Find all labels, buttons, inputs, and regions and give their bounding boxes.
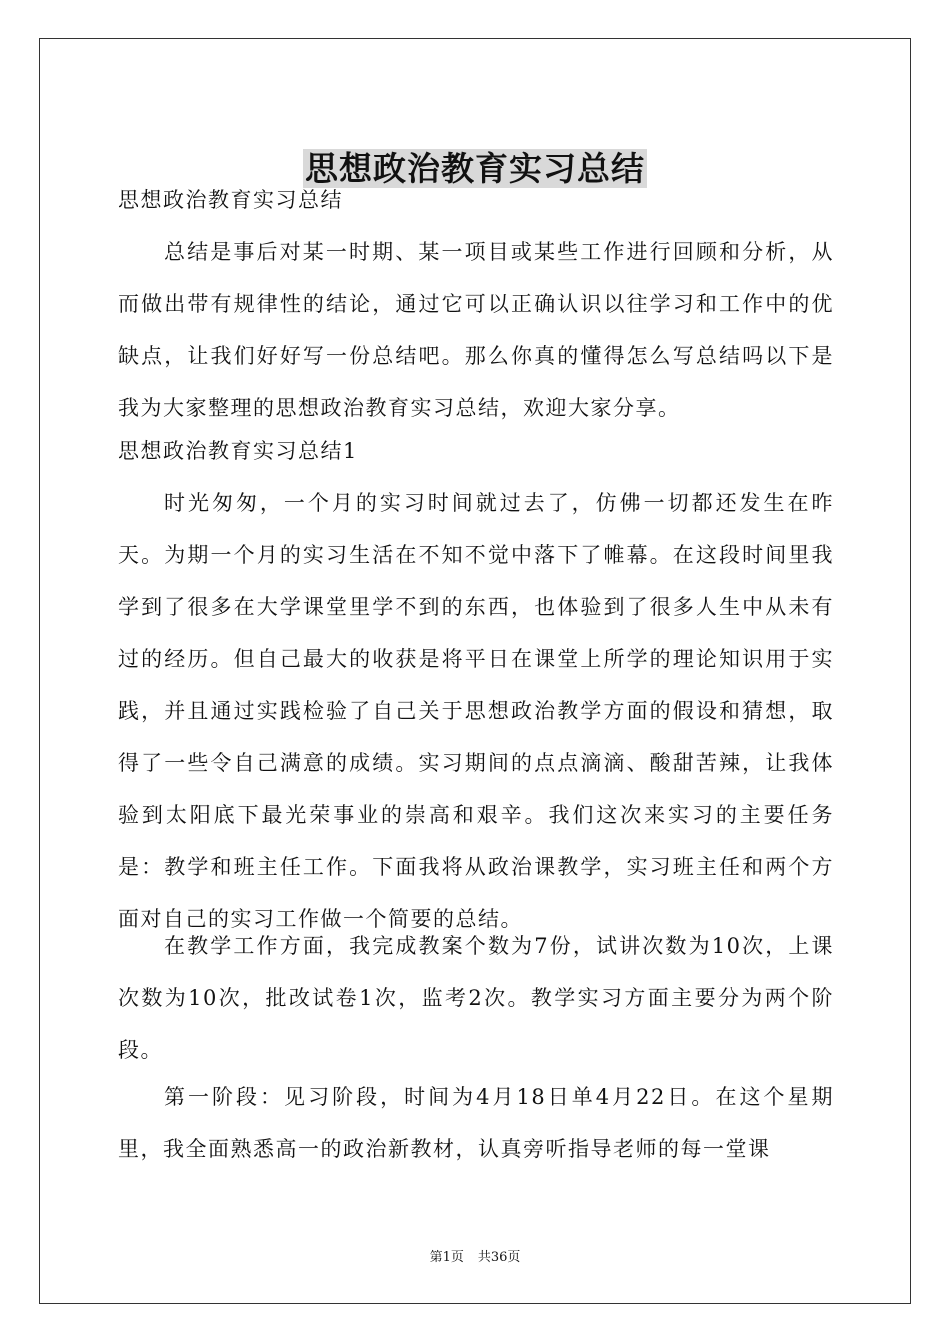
body-paragraph-1: 时光匆匆，一个月的实习时间就过去了，仿佛一切都还发生在昨天。为期一个月的实习生活在不知不觉中落下了帷幕。在这段时间里我学到了很多在大学课堂里学不到的东西，也体验到了很多人生中从未有过的经历。但自己最大的收获是将平日在课堂上所学的理论知识用于实践，并且通过实践检验了自己关于思想政治教学方面的假设和猜想，取得了一些令自己满意的成绩。实习期间的点点滴滴、酸甜苦辣，让我体验到太阳底下最光荣事业的崇高和艰辛。我们这次来实习的主要任务是：教学和班主任工作。下面我将从政治课教学，实习班主任和两个方面对自己的实习工作做一个简要的总结。 <box>118 491 834 931</box>
document-subtitle: 思想政治教育实习总结 <box>118 188 343 212</box>
page-number-total: 共36页 <box>477 1250 521 1265</box>
section-heading: 思想政治教育实习总结1 <box>118 439 358 463</box>
body-paragraph-2: 在教学工作方面，我完成教案个数为7份，试讲次数为10次，上课次数为10次，批改试卷1次，监考2次。教学实习方面主要分为两个阶段。 <box>118 934 834 1062</box>
intro-paragraph: 总结是事后对某一时期、某一项目或某些工作进行回顾和分析，从而做出带有规律性的结论，通过它可以正确认识以往学习和工作中的优缺点，让我们好好写一份总结吧。那么你真的懂得怎么写总结吗以下是我为大家整理的思想政治教育实习总结，欢迎大家分享。 <box>118 240 834 420</box>
page-footer <box>0 1248 950 1268</box>
body-paragraph-3: 第一阶段：见习阶段，时间为4月18日单4月22日。在这个星期里，我全面熟悉高一的政治新教材，认真旁听指导老师的每一堂课 <box>118 1085 834 1161</box>
document-title-text: 思想政治教育实习总结 <box>305 149 645 189</box>
page-number-current: 第1页 <box>429 1250 464 1265</box>
